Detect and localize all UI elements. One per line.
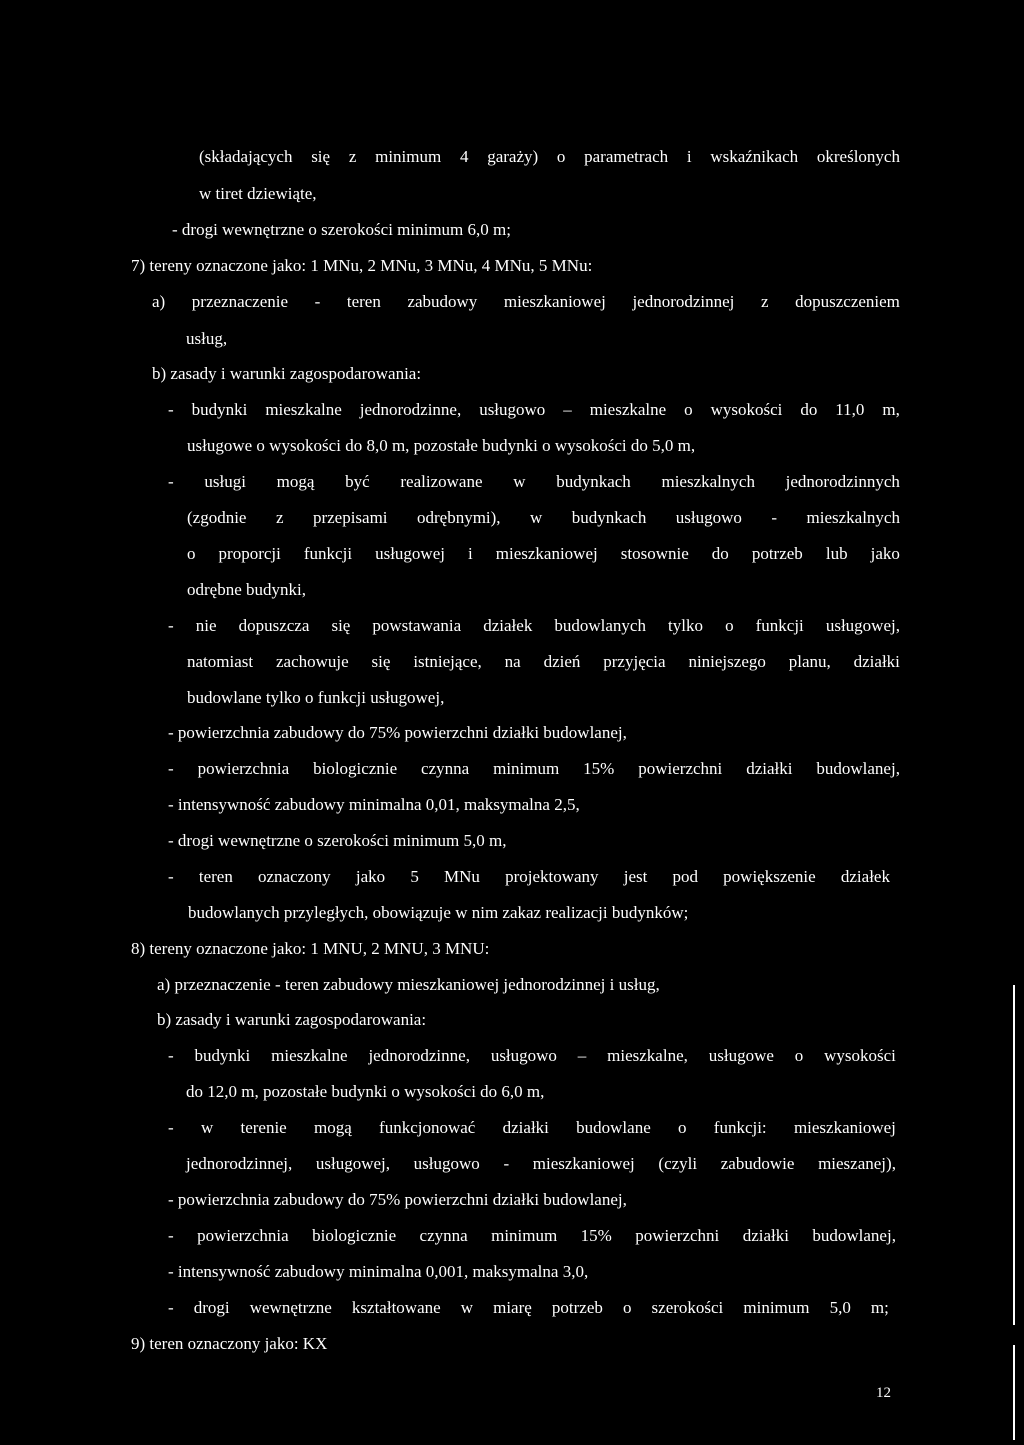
word: czynna: [419, 1226, 468, 1245]
word: usługowej: [375, 544, 445, 563]
word: mieszkalne: [589, 400, 667, 419]
word: działek: [840, 867, 890, 886]
text-line: b) zasady i warunki zagospodarowania:: [157, 1010, 427, 1029]
word: mieszanej),: [818, 1154, 896, 1173]
text-line: [152, 292, 900, 312]
word: natomiast: [187, 652, 254, 671]
word: oznaczony: [258, 867, 331, 886]
word: -: [168, 759, 174, 778]
text-line: 9) teren oznaczony jako: KX: [131, 1334, 328, 1353]
word: jednorodzinnej: [632, 292, 735, 311]
text-line: [168, 759, 900, 779]
word: minimum: [743, 1298, 810, 1317]
word: -: [168, 867, 174, 886]
word: wysokości: [710, 400, 783, 419]
word: dopuszczeniem: [795, 292, 900, 311]
word: się: [331, 616, 351, 635]
word: 11,0: [835, 400, 865, 419]
word: odrębnymi),: [416, 508, 501, 527]
text-line: a) przeznaczenie - teren zabudowy mieszkaniowej jednorodzinnej i usług,: [157, 975, 660, 994]
text-line: - powierzchnia zabudowy do 75% powierzchni działki budowlanej,: [168, 723, 627, 742]
word: lub: [825, 544, 848, 563]
word: powierzchni: [635, 1226, 720, 1245]
word: teren: [346, 292, 381, 311]
word: jednorodzinne,: [359, 400, 462, 419]
word: budynki: [194, 1046, 251, 1065]
word: realizowane: [400, 472, 483, 491]
word: usługi: [204, 472, 246, 491]
word: jest: [623, 867, 648, 886]
word: w: [200, 1118, 214, 1137]
text-line: w tiret dziewiąte,: [199, 184, 317, 203]
text-line: [168, 1118, 896, 1138]
word: o: [187, 544, 196, 563]
word: zabudowie: [720, 1154, 795, 1173]
word: zabudowy: [407, 292, 478, 311]
text-line: [168, 1226, 896, 1246]
word: miarę: [493, 1298, 532, 1317]
word: m;: [870, 1298, 889, 1317]
word: mieszkalnych: [806, 508, 900, 527]
word: z: [348, 147, 357, 166]
word: budowlane: [576, 1118, 651, 1137]
word: MNu: [443, 867, 480, 886]
word: stosownie: [620, 544, 689, 563]
word: -: [168, 472, 174, 491]
text-line: 7) tereny oznaczone jako: 1 MNu, 2 MNu, 3 MNu, 4 MNu, 5 MNu:: [131, 256, 593, 275]
word: budynki: [191, 400, 248, 419]
word: nie: [195, 616, 217, 635]
word: pod: [672, 867, 698, 886]
word: przeznaczenie: [191, 292, 289, 311]
word: wysokości: [824, 1046, 896, 1065]
word: –: [563, 400, 572, 419]
text-line: [168, 867, 890, 887]
word: budowlanej,: [816, 759, 900, 778]
text-line: - drogi wewnętrzne o szerokości minimum 5,0 m,: [168, 831, 507, 850]
word: mieszkalne,: [607, 1046, 688, 1065]
word: do: [711, 544, 729, 563]
word: o: [794, 1046, 804, 1065]
text-line: [168, 472, 900, 492]
page-number: 12: [876, 1385, 891, 1401]
word: parametrach: [584, 147, 669, 166]
word: zachowuje: [275, 652, 349, 671]
text-line: - drogi wewnętrzne o szerokości minimum 6,0 m;: [172, 220, 511, 239]
word: powierzchnia: [197, 759, 290, 778]
word: jako: [870, 544, 900, 563]
word: działki: [853, 652, 900, 671]
word: wewnętrzne: [249, 1298, 332, 1317]
word: m,: [882, 400, 900, 419]
word: mieszkaniowej: [503, 292, 606, 311]
word: potrzeb: [751, 544, 803, 563]
word: -: [771, 508, 778, 527]
word: budowlanych: [554, 616, 646, 635]
word: funkcji:: [713, 1118, 767, 1137]
word: 5,0: [829, 1298, 851, 1317]
word: budowlanej,: [812, 1226, 896, 1245]
word: w: [513, 472, 526, 491]
word: mieszkalne: [271, 1046, 348, 1065]
word: jako: [355, 867, 386, 886]
word: niniejszego: [688, 652, 766, 671]
word: -: [168, 400, 174, 419]
word: -: [168, 1046, 174, 1065]
word: -: [314, 292, 321, 311]
text-line: odrębne budynki,: [187, 580, 306, 599]
text-line: - intensywność zabudowy minimalna 0,01, maksymalna 2,5,: [168, 795, 580, 814]
word: 4: [459, 147, 469, 166]
word: terenie: [240, 1118, 287, 1137]
word: biologicznie: [312, 1226, 397, 1245]
text-line: usług,: [186, 329, 228, 348]
word: dopuszcza: [238, 616, 310, 635]
scan-edge-line: [1013, 1345, 1015, 1440]
word: funkcji: [303, 544, 353, 563]
text-line: [186, 1154, 896, 1174]
word: jednorodzinnych: [785, 472, 900, 491]
word: (czyli: [658, 1154, 698, 1173]
text-line: [168, 1046, 896, 1066]
word: powstawania: [372, 616, 462, 635]
word: 15%: [580, 1226, 612, 1245]
word: (zgodnie: [187, 508, 247, 527]
text-line: usługowe o wysokości do 8,0 m, pozostałe budynki o wysokości do 5,0 m,: [187, 436, 696, 455]
word: garaży): [487, 147, 539, 166]
word: funkcji: [755, 616, 804, 635]
word: -: [168, 616, 174, 635]
word: mieszkaniowej: [793, 1118, 896, 1137]
word: usługowo: [490, 1046, 557, 1065]
text-line: do 12,0 m, pozostałe budynki o wysokości do 6,0 m,: [186, 1082, 545, 1101]
word: mieszkaniowej: [532, 1154, 635, 1173]
word: -: [168, 1118, 174, 1137]
word: -: [168, 1226, 174, 1245]
word: być: [345, 472, 370, 491]
word: przepisami: [312, 508, 388, 527]
word: i: [686, 147, 692, 166]
text-line: [168, 400, 900, 420]
word: biologicznie: [313, 759, 398, 778]
word: -: [168, 1298, 174, 1317]
word: mieszkalnych: [661, 472, 755, 491]
text-line: 8) tereny oznaczone jako: 1 MNU, 2 MNU, 3 MNU:: [131, 939, 490, 958]
word: wskaźnikach: [710, 147, 799, 166]
text-line: [187, 508, 900, 528]
word: proporcji: [218, 544, 281, 563]
scan-edge-line: [1013, 985, 1015, 1325]
word: usługowej,: [315, 1154, 391, 1173]
word: o: [556, 147, 566, 166]
word: jednorodzinne,: [368, 1046, 470, 1065]
text-line: - intensywność zabudowy minimalna 0,001, maksymalna 3,0,: [168, 1262, 589, 1281]
word: mogą: [314, 1118, 352, 1137]
word: usługowo: [675, 508, 742, 527]
word: się: [371, 652, 391, 671]
word: szerokości: [651, 1298, 724, 1317]
word: minimum: [375, 147, 442, 166]
text-line: budowlanych przyległych, obowiązuje w nim zakaz realizacji budynków;: [188, 903, 689, 922]
text-line: b) zasady i warunki zagospodarowania:: [152, 364, 422, 383]
word: i: [468, 544, 473, 563]
word: o: [725, 616, 734, 635]
word: mieszkalne: [265, 400, 342, 419]
word: tylko: [668, 616, 703, 635]
text-line: [199, 147, 900, 167]
word: działki: [502, 1118, 549, 1137]
word: 15%: [583, 759, 615, 778]
word: usługowe: [708, 1046, 774, 1065]
word: mogą: [276, 472, 315, 491]
word: przyjęcia: [603, 652, 666, 671]
word: potrzeb: [551, 1298, 603, 1317]
word: kształtowane: [351, 1298, 441, 1317]
text-line: [187, 544, 900, 564]
word: o: [684, 400, 693, 419]
word: projektowany: [505, 867, 599, 886]
word: mieszkaniowej: [495, 544, 598, 563]
text-line: [168, 1298, 889, 1318]
word: działek: [483, 616, 533, 635]
word: się: [311, 147, 331, 166]
word: w: [460, 1298, 474, 1317]
word: działki: [742, 1226, 789, 1245]
word: istniejące,: [413, 652, 482, 671]
word: w: [530, 508, 543, 527]
text-line: - powierzchnia zabudowy do 75% powierzchni działki budowlanej,: [168, 1190, 627, 1209]
word: usługowo: [479, 400, 546, 419]
word: powierzchnia: [197, 1226, 289, 1245]
word: jednorodzinnej,: [186, 1154, 293, 1173]
word: usługowo: [413, 1154, 480, 1173]
word: -: [503, 1154, 510, 1173]
word: planu,: [788, 652, 831, 671]
word: dzień: [543, 652, 581, 671]
word: o: [622, 1298, 632, 1317]
word: budynkach: [556, 472, 631, 491]
word: do: [800, 400, 818, 419]
word: (składających: [199, 147, 293, 166]
word: działki: [746, 759, 793, 778]
word: powierzchni: [638, 759, 723, 778]
word: określonych: [816, 147, 900, 166]
word: –: [577, 1046, 587, 1065]
word: o: [678, 1118, 687, 1137]
word: drogi: [193, 1298, 230, 1317]
text-line: [168, 616, 900, 636]
word: minimum: [491, 1226, 558, 1245]
word: czynna: [421, 759, 470, 778]
text-line: budowlane tylko o funkcji usługowej,: [187, 688, 445, 707]
word: a): [152, 292, 166, 311]
word: powiększenie: [723, 867, 816, 886]
word: budynkach: [571, 508, 647, 527]
word: minimum: [493, 759, 560, 778]
word: z: [275, 508, 284, 527]
word: na: [504, 652, 521, 671]
text-line: [187, 652, 900, 672]
word: funkcjonować: [379, 1118, 476, 1137]
word: 5: [410, 867, 419, 886]
word: z: [760, 292, 769, 311]
word: usługowej,: [825, 616, 900, 635]
word: teren: [198, 867, 233, 886]
